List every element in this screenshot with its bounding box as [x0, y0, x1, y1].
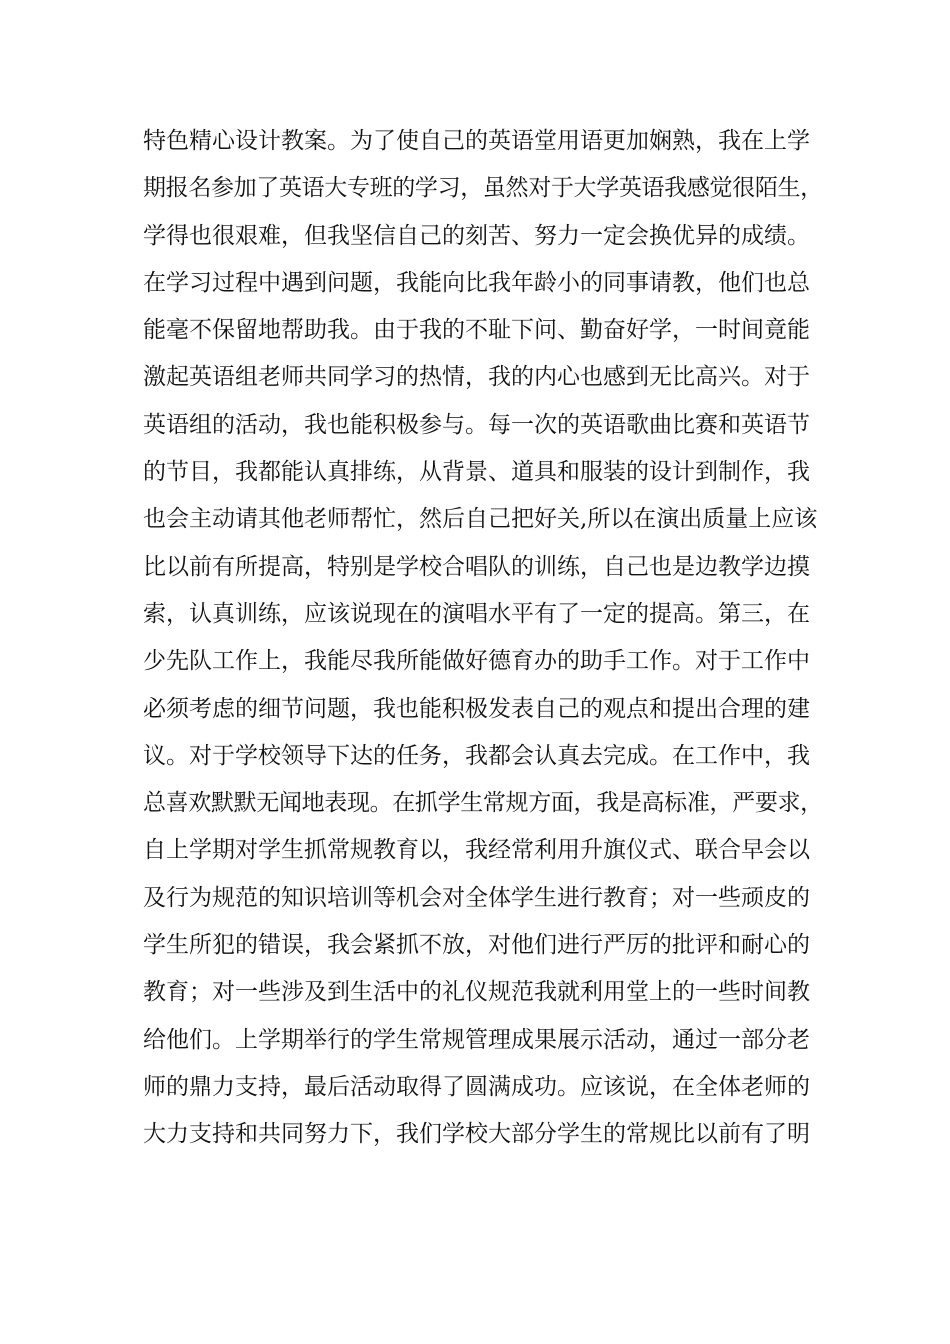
text-line: 大力支持和共同努力下，我们学校大部分学生的常规比以前有了明 [143, 1121, 810, 1148]
text-line: 学生所犯的错误，我会紧抓不放，对他们进行严厉的批评和耐心的 [143, 932, 810, 959]
text-line: 期报名参加了英语大专班的学习，虽然对于大学英语我感觉很陌生， [143, 175, 823, 202]
text-line: 教育；对一些涉及到生活中的礼仪规范我就利用堂上的一些时间教 [143, 979, 810, 1006]
text-line: 议。对于学校领导下达的任务，我都会认真去完成。在工作中，我 [143, 742, 810, 769]
text-line: 在学习过程中遇到问题，我能向比我年龄小的同事请教，他们也总 [143, 269, 810, 296]
text-line: 能毫不保留地帮助我。由于我的不耻下问、勤奋好学，一时间竟能 [143, 317, 810, 344]
text-line: 比以前有所提高，特别是学校合唱队的训练，自己也是边教学边摸 [143, 553, 810, 580]
text-line: 激起英语组老师共同学习的热情，我的内心也感到无比高兴。对于 [143, 364, 810, 391]
text-line: 总喜欢默默无闻地表现。在抓学生常规方面，我是高标准，严要求， [143, 790, 823, 817]
text-line: 必须考虑的细节问题，我也能积极发表自己的观点和提出合理的建 [143, 695, 810, 722]
text-line: 也会主动请其他老师帮忙，然后自己把好关,所以在演出质量上应该 [143, 506, 818, 533]
text-line: 学得也很艰难，但我坚信自己的刻苦、努力一定会换优异的成绩。 [143, 222, 810, 249]
text-line: 的节目，我都能认真排练，从背景、道具和服装的设计到制作，我 [143, 459, 810, 486]
text-line: 及行为规范的知识培训等机会对全体学生进行教育；对一些顽皮的 [143, 884, 810, 911]
text-line: 英语组的活动，我也能积极参与。每一次的英语歌曲比赛和英语节 [143, 411, 810, 438]
text-line: 给他们。上学期举行的学生常规管理成果展示活动，通过一部分老 [143, 1026, 810, 1053]
text-line: 自上学期对学生抓常规教育以，我经常利用升旗仪式、联合早会以 [143, 837, 810, 864]
text-line: 师的鼎力支持，最后活动取得了圆满成功。应该说，在全体老师的 [143, 1073, 810, 1100]
text-line: 少先队工作上，我能尽我所能做好德育办的助手工作。对于工作中 [143, 648, 810, 675]
text-line: 特色精心设计教案。为了使自己的英语堂用语更加娴熟，我在上学 [143, 128, 810, 154]
text-line: 索，认真训练，应该说现在的演唱水平有了一定的提高。第三，在 [143, 600, 810, 627]
body-text [143, 118, 823, 1159]
